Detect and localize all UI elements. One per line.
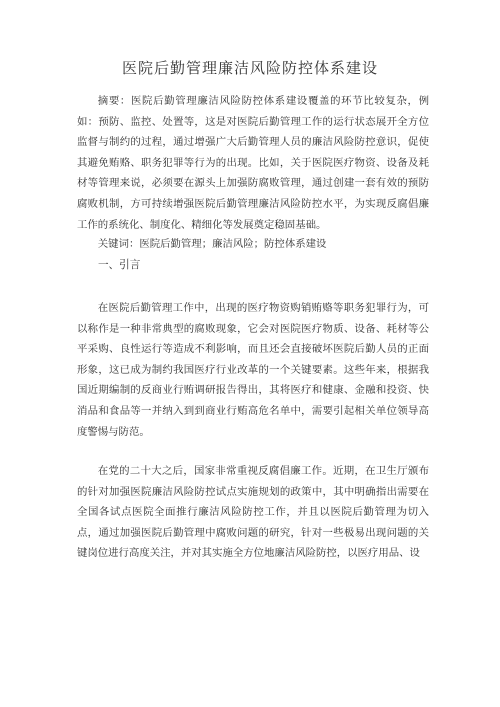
keywords-line	[77, 234, 429, 255]
document-title: 医院后勤管理廉洁风险防控体系建设	[121, 59, 378, 77]
section-heading: 一、引言	[98, 259, 141, 271]
keywords-label: 关键词：	[97, 238, 140, 250]
abstract-paragraph: 摘要：医院后勤管理廉洁风险防控体系建设覆盖的环节比较复杂，例如：预防、监控、处置等，这是对医院后勤管理工作的运行状态展开全方位监督与制约的过程，通过增强广大后勤管理人员的廉洁风险防控意识，促使其避免贿赂、职务犯罪等行为的出现。比如，关于医院医疗物资、设备及耗材等管理来说，必须要在源头上加强防腐败管理，通过创建一套有效的预防腐败机制，方可持续增强医院后勤管理廉洁风险防控水平，为实现反腐倡廉工作的系统化、制度化、精细化等发展奠定稳固基础。	[77, 95, 429, 231]
intro-paragraph-2: 在党的二十大之后，国家非常重视反腐倡廉工作。近期，在卫生厅颁布的针对加强医院廉洁风险防控试点实施规划的政策中，其中明确指出需要在全国各试点医院全面推行廉洁风险防控工作，并且以医院后勤管理为切入点，通过加强医院后勤管理中腐败问题的研究，针对一些极易出现问题的关键岗位进行高度关注，并对其实施全方位地廉洁风险防控，以医疗用品、设	[77, 465, 429, 560]
keyword-item: 医院后勤管理	[139, 238, 202, 250]
keyword-item: 廉洁风险	[212, 238, 254, 250]
keyword-item: 防控体系建设	[264, 238, 327, 250]
keyword-separator: ；	[253, 238, 265, 250]
intro-paragraph-1: 在医院后勤管理工作中，出现的医疗物资购销贿赂等职务犯罪行为，可以称作是一种非常典型的腐败现象，它会对医院医疗物质、设备、耗材等公平采购、良性运行等造成不利影响，而且还会直接破坏医院后勤人员的正面形象，这已成为制约我国医疗行业改革的一个关键要素。这些年来，根据我国近期编制的反商业行贿调研报告得出，其将医疗和健康、金融和投资、快消品和食品等一并纳入到到商业行贿高危名单中，需要引起相关单位领导高度警惕与防范。	[77, 302, 429, 438]
keyword-separator: ；	[201, 238, 213, 250]
